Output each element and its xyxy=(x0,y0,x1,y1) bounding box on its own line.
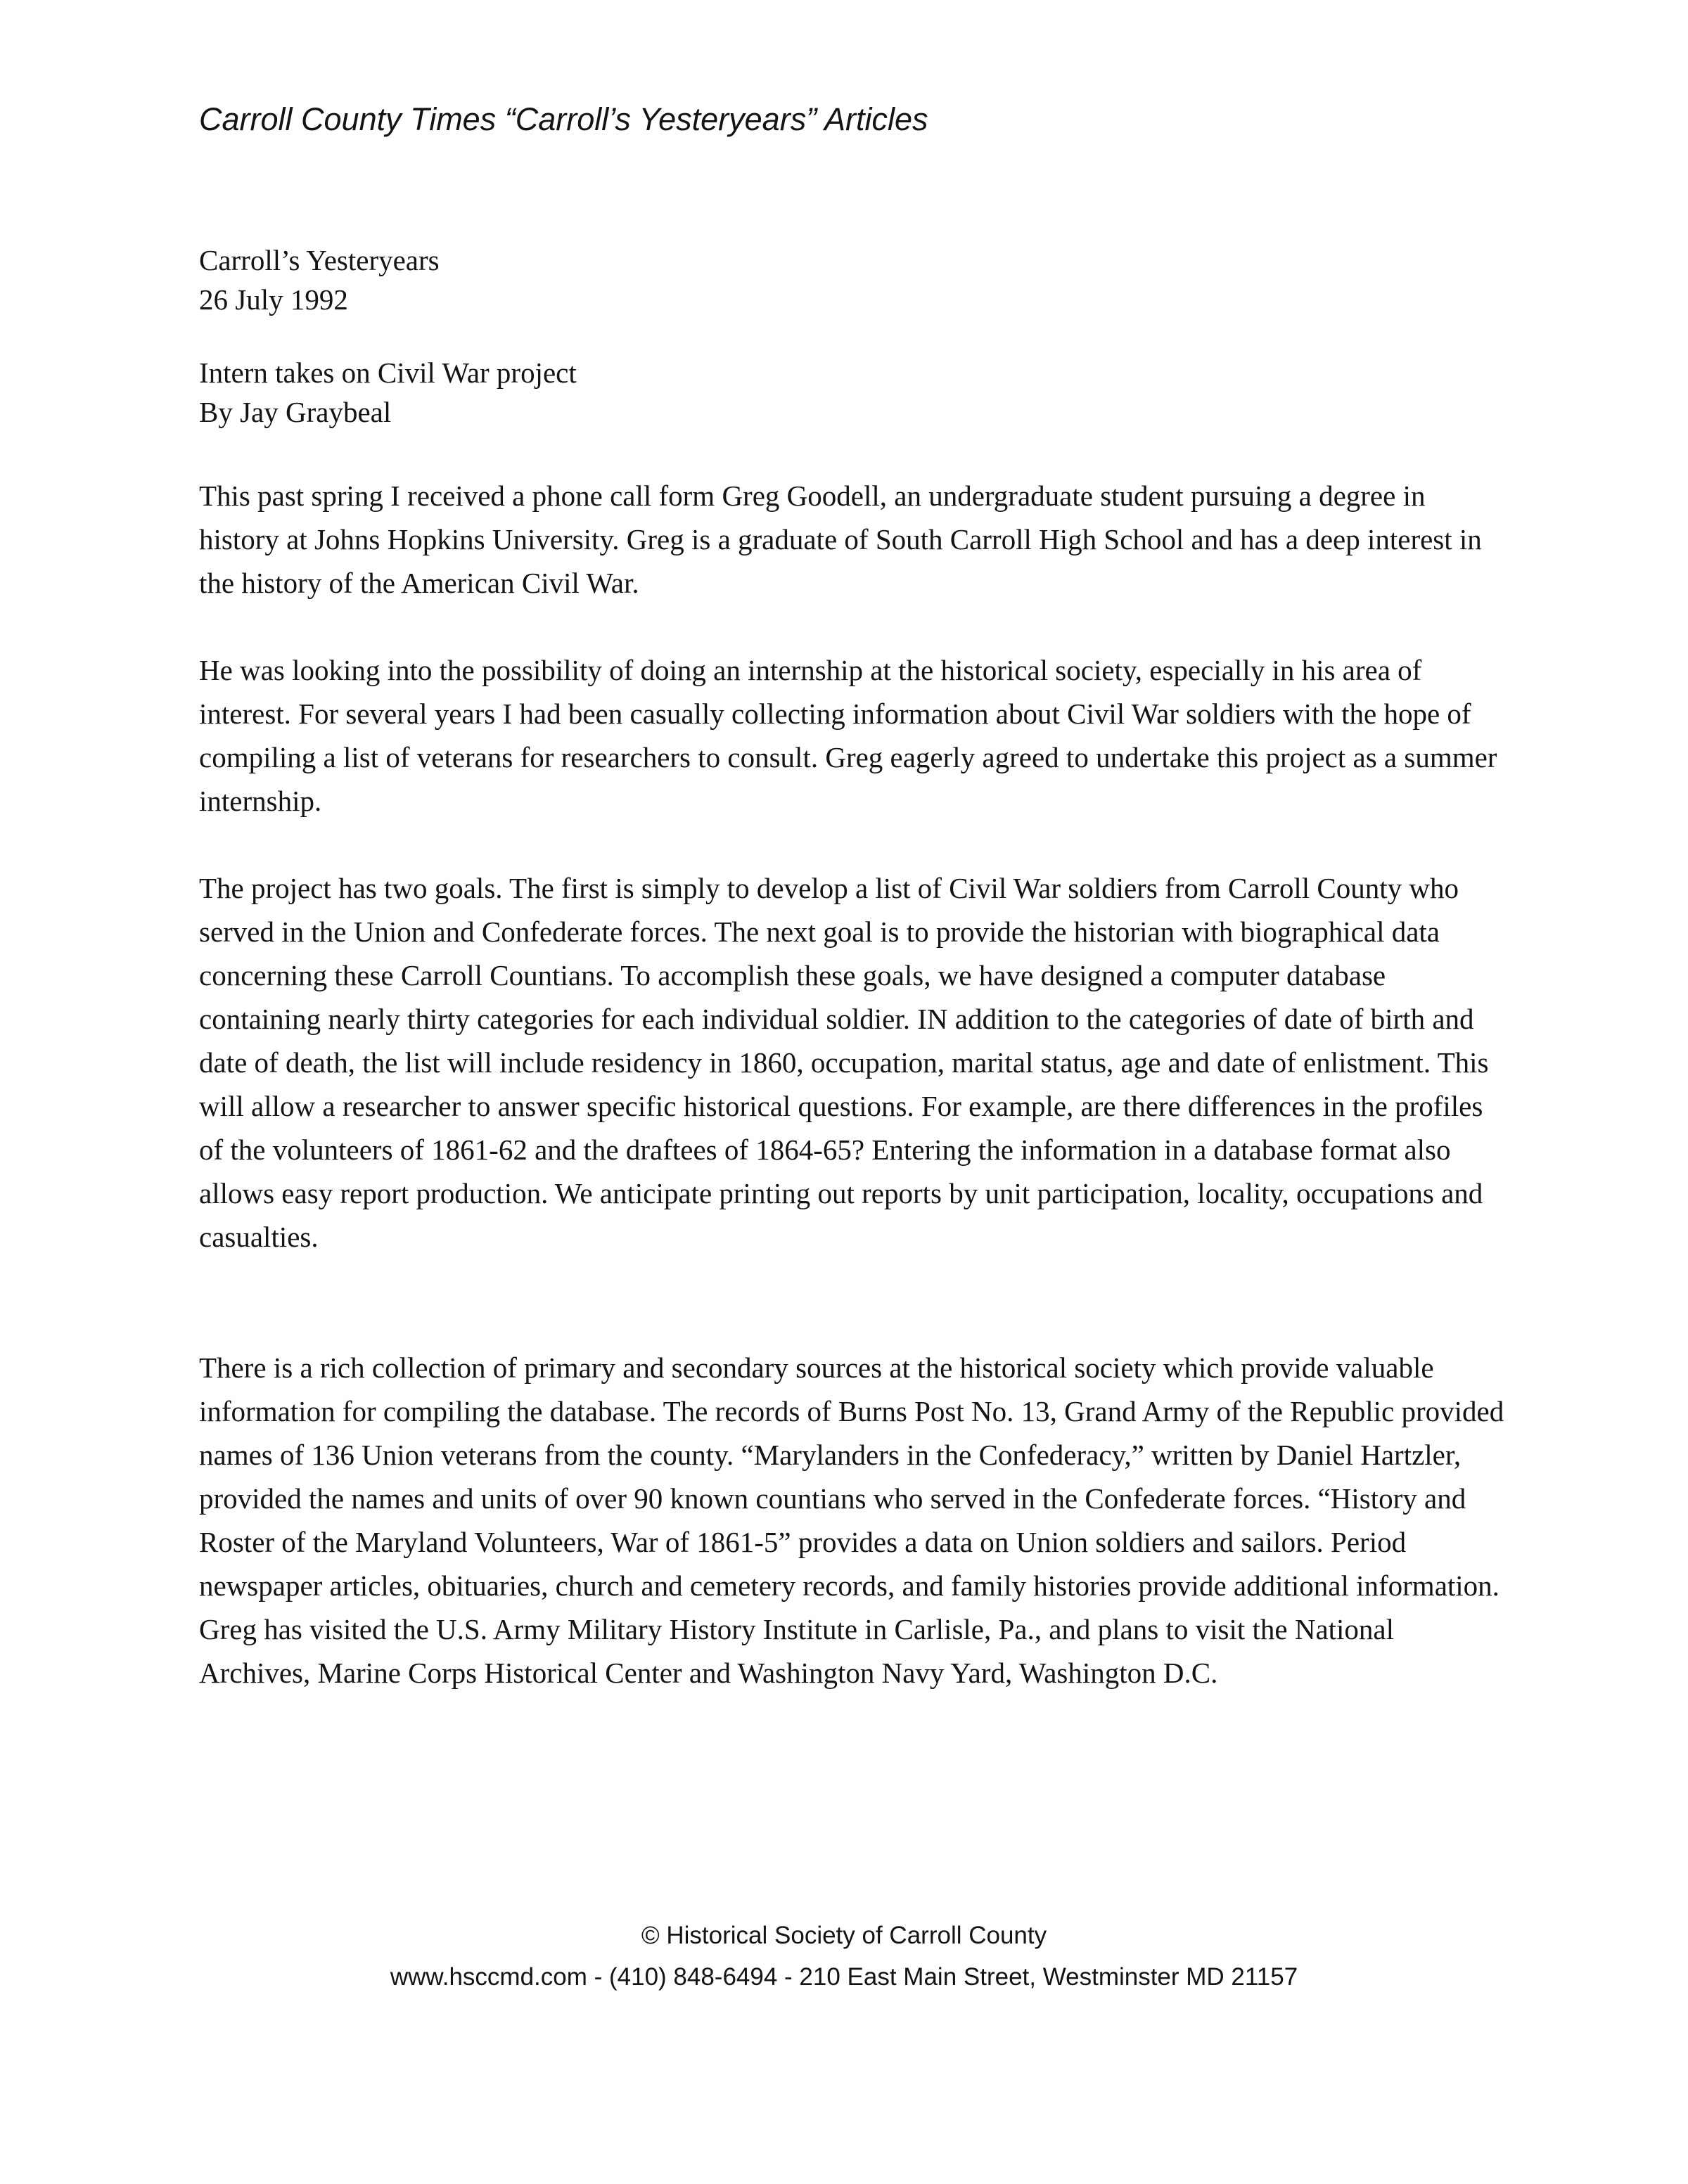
article-paragraph: There is a rich collection of primary and secondary sources at the historical society which provide valuable information for compiling the database. The records of Burns Post No. 13, Grand Army of the Republic provided names of 136 Union veterans from the county. “Marylanders in the Confederacy,” written by Daniel Hartzler, provided the names and units of over 90 known countians who served in the Confederate forces. “History and Roster of the Maryland Volunteers, War of 1861-5” provides a data on Union soldiers and sailors. Period newspaper articles, obituaries, church and cemetery records, and family histories provide additional information. Greg has visited the U.S. Army Military History Institute in Carlisle, Pa., and plans to visit the National Archives, Marine Corps Historical Center and Washington Navy Yard, Washington D.C. xyxy=(199,1351,1504,1689)
article-headline: Intern takes on Civil War project xyxy=(199,356,577,389)
footer-contact: www.hsccmd.com - (410) 848-6494 - 210 East Main Street, Westminster MD 21157 xyxy=(390,1963,1298,1991)
article-paragraph: The project has two goals. The first is simply to develop a list of Civil War soldiers from Carroll County who served in the Union and Confederate forces. The next goal is to provide the historian with biographical data concerning these Carroll Countians. To accomplish these goals, we have designed a computer database containing nearly thirty categories for each individual soldier. IN addition to the categories of date of birth and date of death, the list will include residency in 1860, occupation, marital status, age and date of enlistment. This will allow a researcher to answer specific historical questions. For example, are there differences in the profiles of the volunteers of 1861-62 and the draftees of 1864-65? Entering the information in a database format also allows easy report production. We anticipate printing out reports by unit participation, locality, occupations and casualties. xyxy=(199,872,1489,1253)
column-name: Carroll’s Yesteryears xyxy=(199,244,440,276)
column-info xyxy=(199,240,440,319)
article-paragraph: He was looking into the possibility of doing an internship at the historical society, especially in his area of interest. For several years I had been casually collecting information about Civil War soldiers with the hope of compiling a list of veterans for researchers to consult. Greg eagerly agreed to undertake this project as a summer internship. xyxy=(199,654,1497,817)
footer-copyright: © Historical Society of Carroll County xyxy=(641,1922,1047,1949)
article-paragraph: This past spring I received a phone call form Greg Goodell, an undergraduate student pursuing a degree in history at Johns Hopkins University. Greg is a graduate of South Carroll High School and has a deep interest in the history of the American Civil War. xyxy=(199,480,1482,599)
article-heading xyxy=(199,353,577,432)
article-date: 26 July 1992 xyxy=(199,283,348,316)
running-header: Carroll County Times “Carroll’s Yesteryears” Articles xyxy=(199,101,928,137)
article-byline: By Jay Graybeal xyxy=(199,396,392,428)
